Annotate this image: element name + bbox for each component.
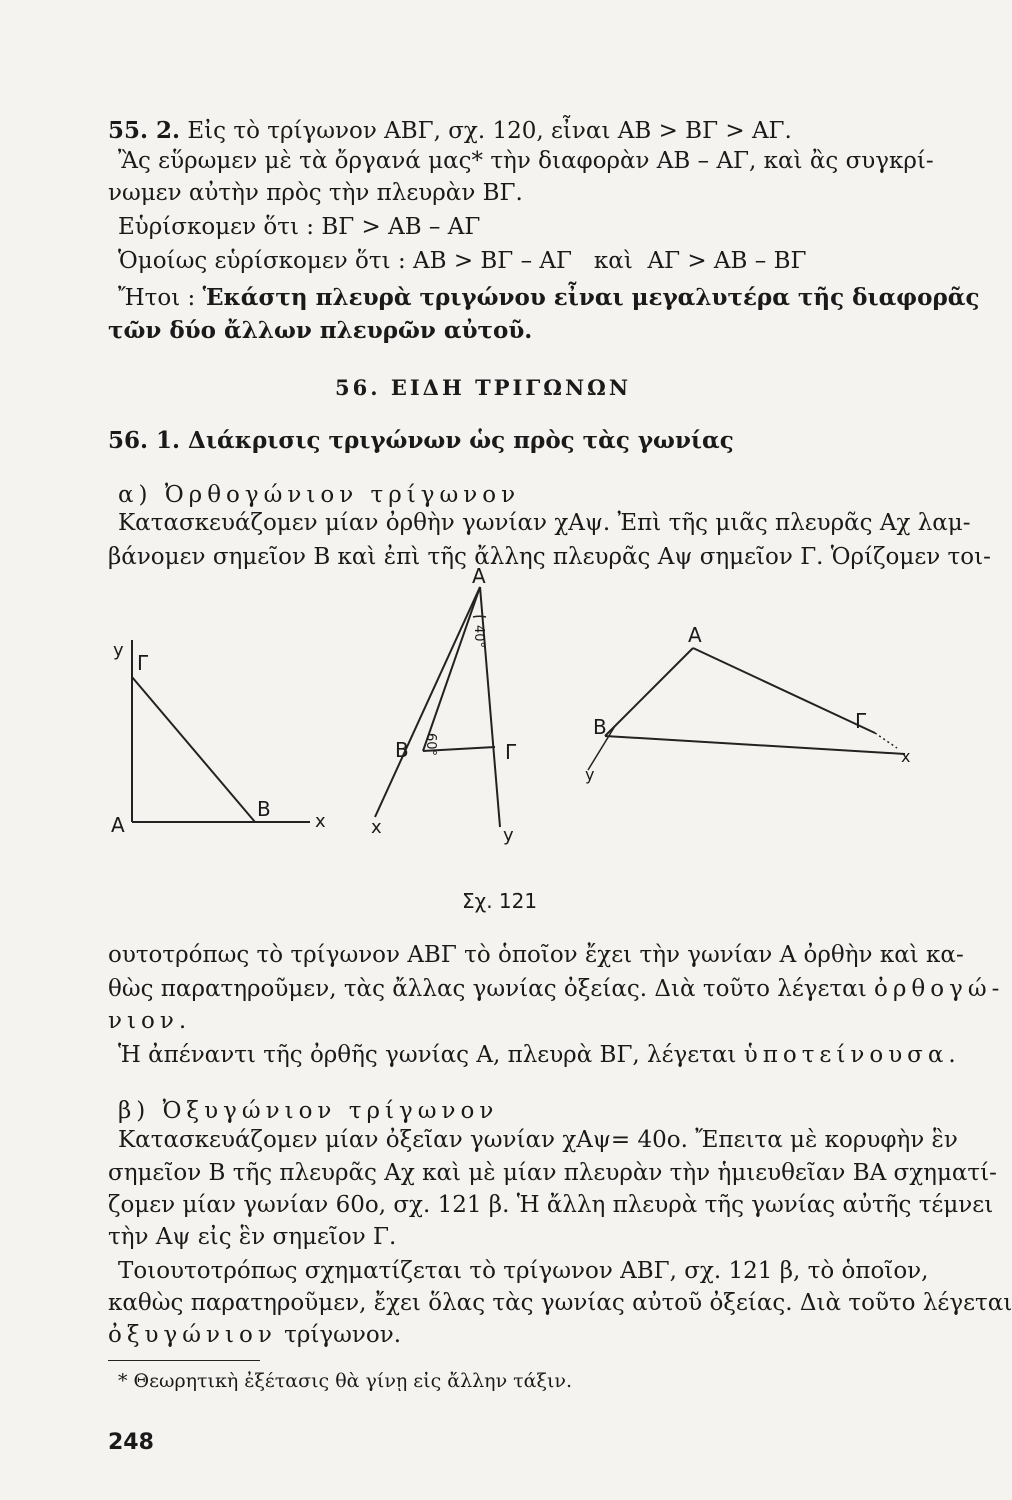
- fig-c-label-a: Α: [688, 623, 702, 647]
- section-55-line-2: Ἂς εὕρωμεν μὲ τὰ ὄργανά μας* τὴν διαφορὰν ΑΒ – ΑΓ, καὶ ἂς συγκρί-: [118, 148, 934, 174]
- fig-a-label-y: y: [113, 640, 124, 661]
- section-55-line-6: Ἤτοι : Ἑκάστη πλευρὰ τριγώνου εἶναι μεγαλυτέρα τῆς διαφορᾶς: [118, 284, 980, 311]
- fig-b-label-a: Α: [472, 564, 486, 588]
- section-55-line-1: 55. 2. Εἰς τὸ τρίγωνον ΑΒΓ, σχ. 120, εἶναι ΑΒ > ΒΓ > ΑΓ.: [108, 117, 792, 144]
- section-56-para-1: Κατασκευάζομεν μίαν ὀρθὴν γωνίαν χΑψ. Ἐπὶ τῆς μιᾶς πλευρᾶς Αχ λαμ-: [118, 510, 971, 536]
- subsection-b-label: β) Ὀξυγώνιον τρίγωνον: [118, 1098, 499, 1124]
- fig-c-label-x: x: [901, 747, 911, 766]
- acute-para-1: Κατασκευάζομεν μίαν ὀξεῖαν γωνίαν χΑψ= 40ο. Ἔπειτα μὲ κορυφὴν ἓν: [118, 1127, 958, 1153]
- acute-para-2: σημεῖον Β τῆς πλευρᾶς Αχ καὶ μὲ μίαν πλευρὰν τὴν ἡμιευθεῖαν ΒΑ σχηματί-: [108, 1160, 997, 1186]
- acute-para-4: τὴν Αψ εἰς ἓν σημεῖον Γ.: [108, 1224, 397, 1250]
- fig-a-label-x: x: [315, 811, 326, 832]
- fig-c-label-b: Β: [593, 715, 607, 739]
- section-56-subheading: 56. 1. Διάκρισις τριγώνων ὡς πρὸς τὰς γωνίας: [108, 427, 734, 454]
- acute-para-7: ὀξυγώνιον τρίγωνον.: [108, 1322, 402, 1348]
- footnote-rule: [108, 1360, 260, 1361]
- footnote: * Θεωρητικὴ ἐξέτασις θὰ γίνῃ εἰς ἄλλην τάξιν.: [118, 1370, 573, 1392]
- fig-c-label-y: y: [585, 765, 595, 784]
- section-55-line-5: Ὁμοίως εὑρίσκομεν ὅτι : ΑΒ > ΒΓ – ΑΓ καὶ ΑΓ > ΑΒ – ΒΓ: [118, 248, 807, 274]
- fig-b-angle-40: 40°: [471, 625, 486, 649]
- figure-121c-obtuse-triangle: [585, 620, 915, 785]
- fig-c-label-g: Γ: [855, 709, 867, 733]
- section-55-line-4: Εὑρίσκομεν ὅτι : ΒΓ > ΑΒ – ΑΓ: [118, 214, 481, 240]
- fig-b-label-y: y: [503, 825, 514, 846]
- section-55-line-3: νωμεν αὐτὴν πρὸς τὴν πλευρὰν ΒΓ.: [108, 180, 523, 206]
- fig-b-label-x: x: [371, 817, 382, 838]
- subsection-a-label: α) Ὀρθογώνιον τρίγωνον: [118, 482, 521, 508]
- hypotenuse-sentence: Ἡ ἀπέναντι τῆς ὀρθῆς γωνίας Α, πλευρὰ ΒΓ, λέγεται ὑποτείνουσα.: [118, 1042, 961, 1068]
- right-triangle-para-3: νιον.: [108, 1008, 192, 1034]
- acute-para-3: ζομεν μίαν γωνίαν 60ο, σχ. 121 β. Ἡ ἄλλη πλευρὰ τῆς γωνίας αὐτῆς τέμνει: [108, 1192, 994, 1218]
- figure-121b-acute-triangle: [365, 565, 545, 845]
- fig-b-label-g: Γ: [505, 740, 517, 764]
- fig-a-label-a: Α: [111, 813, 125, 837]
- figure-caption: Σχ. 121: [462, 889, 538, 913]
- fig-a-label-g: Γ: [137, 651, 149, 675]
- fig-a-label-b: Β: [257, 797, 271, 821]
- right-triangle-para-1: ουτοτρόπως τὸ τρίγωνον ΑΒΓ τὸ ὁποῖον ἔχει τὴν γωνίαν Α ὀρθὴν καὶ κα-: [108, 942, 964, 968]
- right-triangle-para-2: θὼς παρατηροῦμεν, τὰς ἄλλας γωνίας ὀξείας. Διὰ τοῦτο λέγεται ὀρθογώ-: [108, 976, 1005, 1002]
- section-55-line-7: τῶν δύο ἄλλων πλευρῶν αὐτοῦ.: [108, 317, 533, 344]
- section-56-heading: 56. ΕΙΔΗ ΤΡΙΓΩΝΩΝ: [335, 375, 632, 400]
- acute-para-5: Τοιουτοτρόπως σχηματίζεται τὸ τρίγωνον ΑΒΓ, σχ. 121 β, τὸ ὁποῖον,: [118, 1258, 929, 1284]
- fig-b-label-b: Β: [395, 738, 409, 762]
- figure-121a-right-triangle: [105, 632, 345, 842]
- page-number: 248: [108, 1430, 154, 1455]
- fig-b-angle-60: 60°: [423, 733, 438, 757]
- section-56-para-2: βάνομεν σημεῖον Β καὶ ἐπὶ τῆς ἄλλης πλευρᾶς Αψ σημεῖον Γ. Ὁρίζομεν τοι-: [108, 544, 991, 570]
- acute-para-6: καθὼς παρατηροῦμεν, ἔχει ὅλας τὰς γωνίας αὐτοῦ ὀξείας. Διὰ τοῦτο λέγεται: [108, 1290, 1012, 1316]
